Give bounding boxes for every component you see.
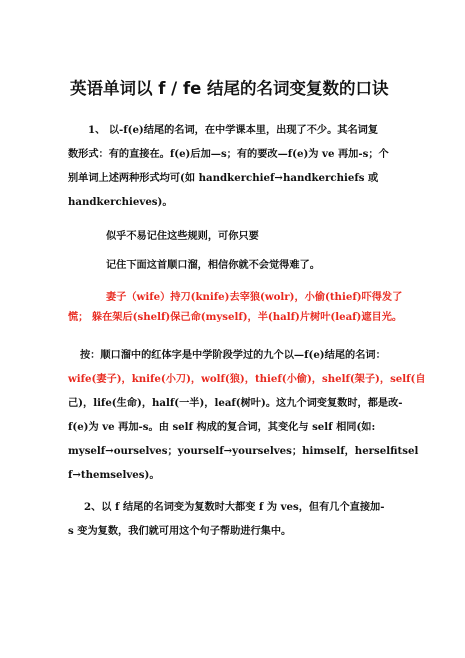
text-line: 似乎不易记住这些规则，可你只要 <box>106 230 259 242</box>
text-line: s 变为复数，我们就可用这个句子帮助进行集中。 <box>68 525 292 537</box>
text-line: 己)，life(生命)，half(一半)，leaf(树叶)。这九个词变复数时，都是改- <box>68 397 403 409</box>
text-line: wife(妻子)，knife(小刀)，wolf(狼)，thief(小偷)，shelf(架子)，self(自 <box>68 373 426 385</box>
text-line: 2、以 f 结尾的名词变为复数时大都变 f 为 ves，但有几个直接加- <box>84 501 385 513</box>
paragraph-intro <box>106 253 442 277</box>
text-line: f→themselves)。 <box>68 469 160 481</box>
page-title: 英语单词以 f / fe 结尾的名词变复数的口诀 <box>70 79 389 98</box>
text-line: 记住下面这首顺口溜，相信你就不会觉得难了。 <box>106 259 320 271</box>
paragraph-rule-two <box>68 495 404 543</box>
poem-line: 妻子（wife）持刀(knife)去宰狼(wolr)，小偷(thief)吓得发了 <box>106 291 403 303</box>
rhyme-poem <box>68 285 404 329</box>
text-line: 按：顺口溜中的红体字是中学阶段学过的九个以—f(e)结尾的名词： <box>80 349 386 361</box>
text-line: 数形式：有的直接在。f(e)后加—s；有的要改—f(e)为 ve 再加-s；个 <box>68 148 389 160</box>
text-line: handkerchieves)。 <box>68 196 173 208</box>
text-line: myself→ourselves；yourself→yourselves；himself，herselfitsel <box>68 445 419 457</box>
text-line: 别单词上述两种形式均可(如 handkerchief→handkerchiefs 或 <box>68 172 379 184</box>
paragraph-hint <box>106 224 442 248</box>
paragraph-rules <box>68 118 424 214</box>
text-line: 1、 以-f(e)结尾的名词，在中学课本里，出现了不少。其名词复 <box>88 124 379 136</box>
text-line: f(e)为 ve 再加-s。由 self 构成的复合词，其变化与 self 相同(如: <box>68 421 376 433</box>
poem-line: 慌； 躲在架后(shelf)保己命(myself)，半(half)片树叶(leaf)遮目光。 <box>68 311 403 323</box>
paragraph-note <box>68 343 426 487</box>
